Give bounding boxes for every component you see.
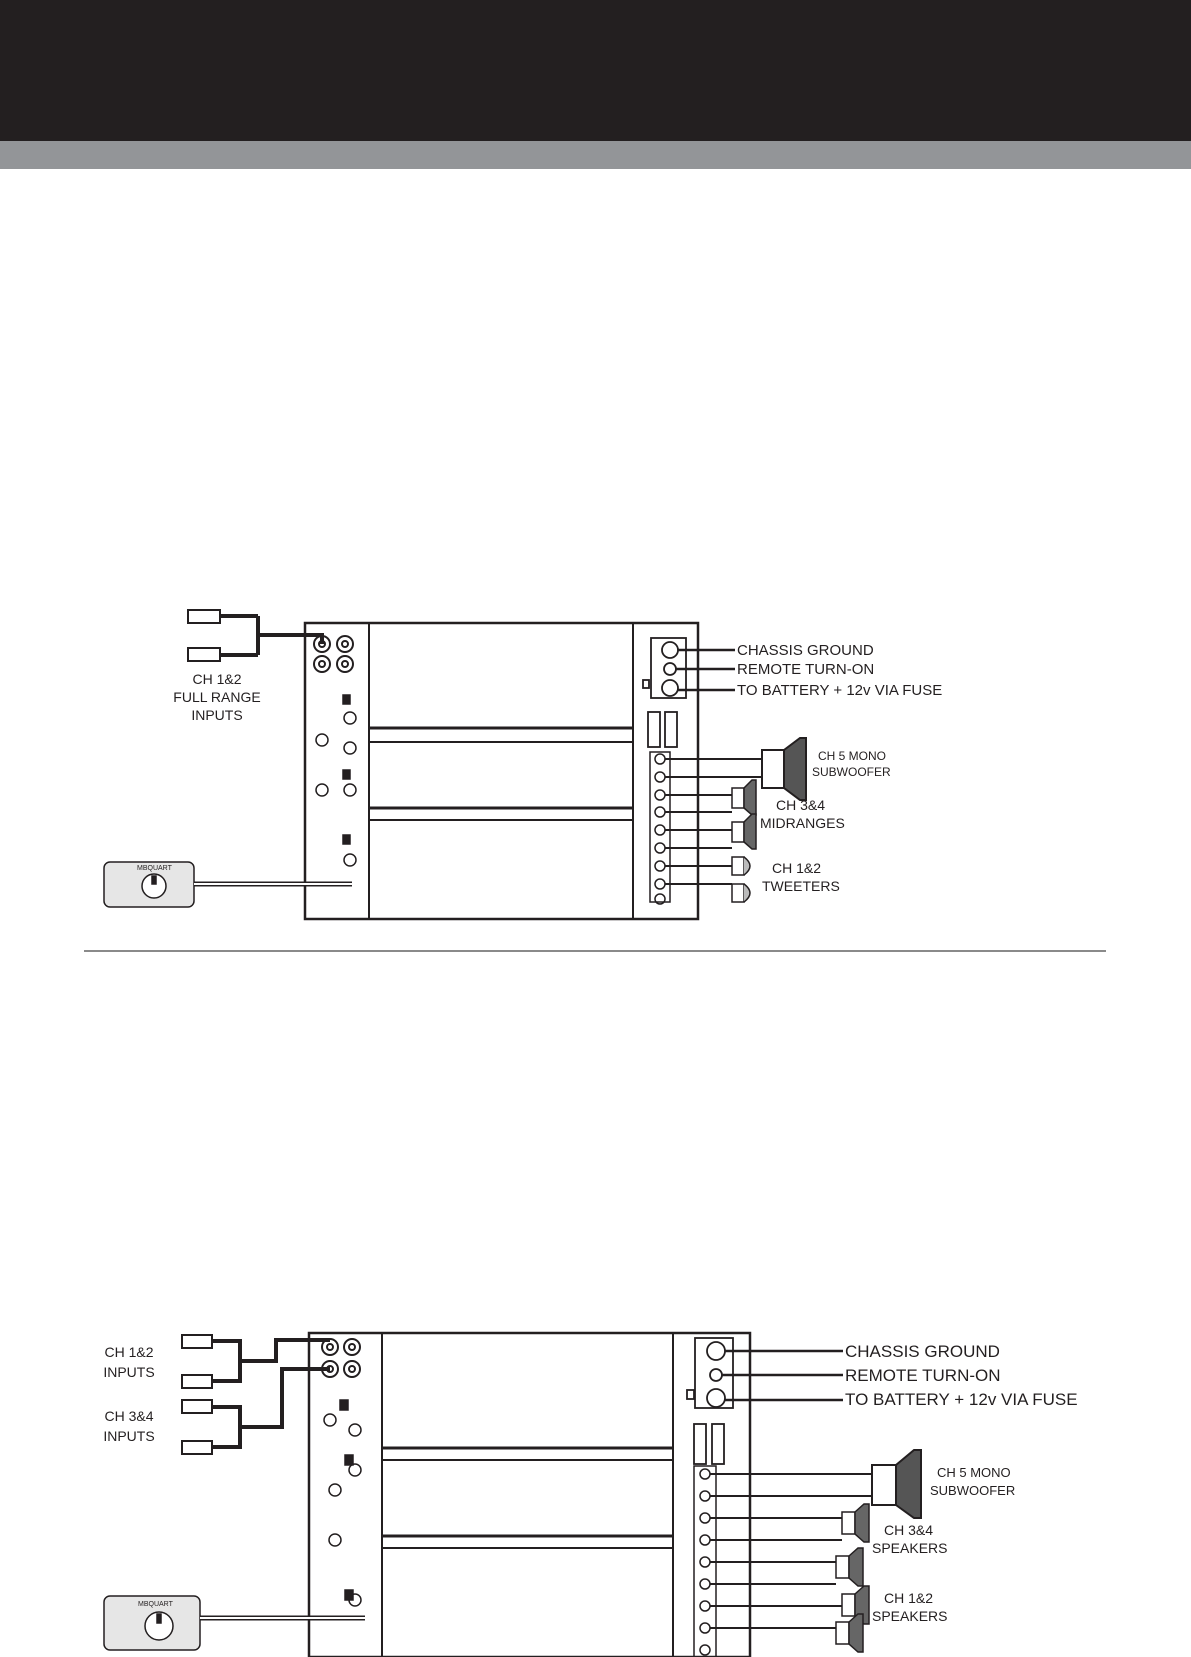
mid-label-line2: MIDRANGES	[760, 815, 845, 831]
inputs-label-line1: CH 1&2	[192, 671, 242, 687]
s34-label-line2: SPEAKERS	[872, 1540, 948, 1556]
s12-label-line2: SPEAKERS	[872, 1608, 948, 1624]
sub-label-2-line1: CH 5 MONO	[937, 1465, 1011, 1480]
inputs-a-line1: CH 1&2	[104, 1344, 154, 1360]
inputs-b-line1: CH 3&4	[104, 1408, 154, 1424]
chassis-ground-label-2: CHASSIS GROUND	[845, 1342, 1000, 1361]
battery-label: TO BATTERY + 12v VIA FUSE	[737, 682, 943, 699]
remote-brand-2: MBQUART	[138, 1601, 173, 1608]
remote-turn-on-label: REMOTE TURN-ON	[737, 661, 875, 678]
remote-brand-1: MBQUART	[137, 865, 172, 872]
remote-turn-on-label-2: REMOTE TURN-ON	[845, 1366, 1001, 1385]
tweet-label-line2: TWEETERS	[762, 878, 840, 894]
sub-label-2-line2: SUBWOOFER	[930, 1483, 1016, 1498]
sub-label-line2: SUBWOOFER	[812, 765, 891, 779]
sub-label-line1: CH 5 MONO	[818, 749, 887, 763]
mid-label-line1: CH 3&4	[776, 797, 826, 813]
chassis-ground-label: CHASSIS GROUND	[737, 642, 874, 659]
tweet-label-line1: CH 1&2	[772, 860, 822, 876]
inputs-b-line2: INPUTS	[103, 1428, 155, 1444]
battery-label-2: TO BATTERY + 12v VIA FUSE	[845, 1390, 1078, 1409]
s12-label-line1: CH 1&2	[884, 1590, 934, 1606]
s34-label-line1: CH 3&4	[884, 1522, 934, 1538]
inputs-a-line2: INPUTS	[103, 1364, 155, 1380]
inputs-label-line3: INPUTS	[191, 707, 243, 723]
inputs-label-line2: FULL RANGE	[173, 689, 261, 705]
